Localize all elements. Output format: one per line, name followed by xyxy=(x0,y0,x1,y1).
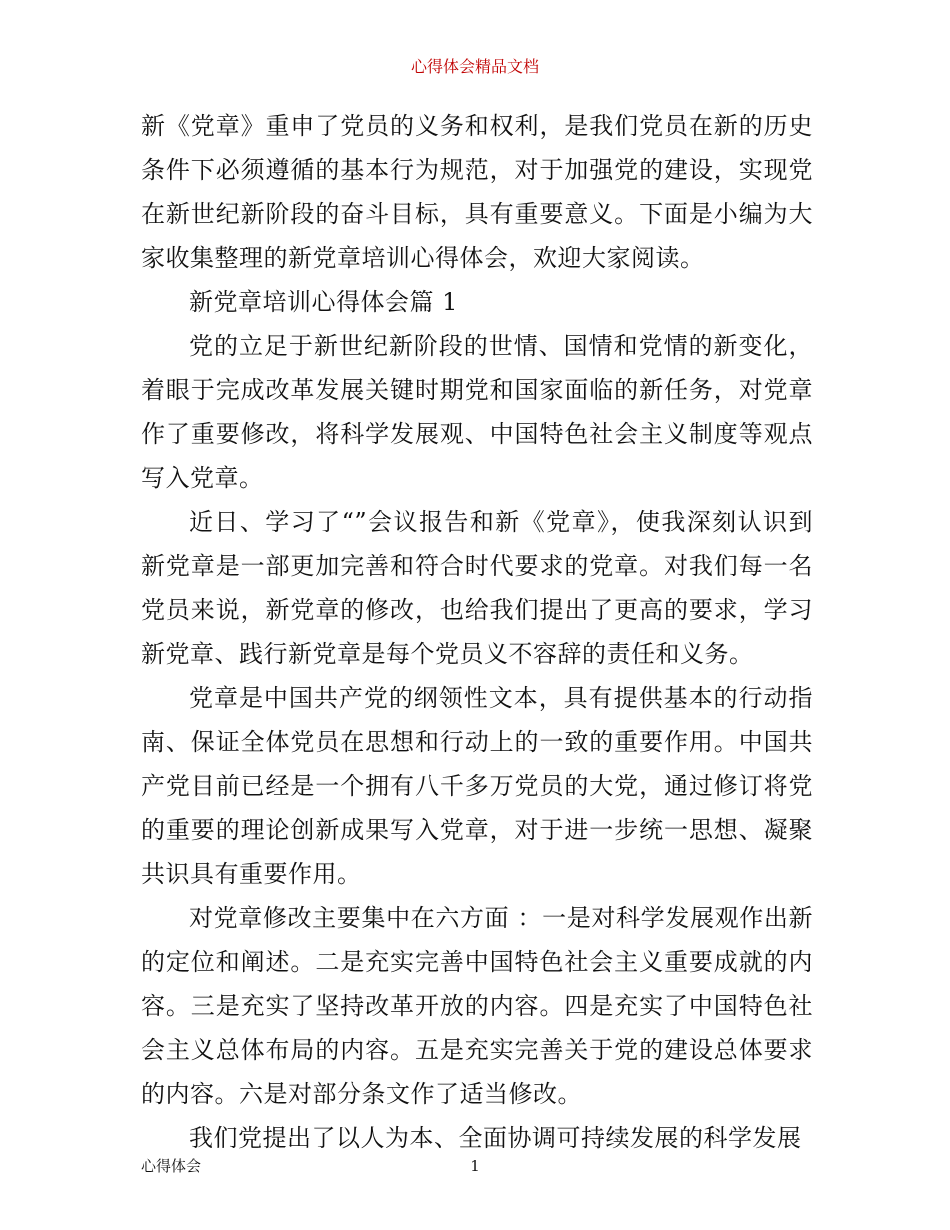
page-header-title: 心得体会精品文档 xyxy=(410,57,539,76)
body-paragraph: 近日、学习了“”会议报告和新《党章》，使我深刻认识到新党章是一部更加完善和符合时代要求的党章。对我们每一名党员来说，新党章的修改，也给我们提出了更高的要求，学习新党章、践行新党章是每个党员义不容辞的责任和义务。 xyxy=(141,508,813,668)
body-paragraph: 党的立足于新世纪新阶段的世情、国情和党情的新变化，着眼于完成改革发展关键时期党和国家面临的新任务，对党章作了重要修改，将科学发展观、中国特色社会主义制度等观点写入党章。 xyxy=(141,332,813,492)
body-paragraph: 对党章修改主要集中在六方面 ：一是对科学发展观作出新的定位和阐述。二是充实完善中国特色社会主义重要成就的内容。三是充实了坚持改革开放的内容。四是充实了中国特色社会主义总体布局的内容。五是充实完善关于党的建设总体要求的内容。六是对部分条文作了适当修改。 xyxy=(141,904,813,1108)
section-heading: 新党章培训心得体会篇 1 xyxy=(189,288,458,316)
body-paragraph: 党章是中国共产党的纲领性文本，具有提供基本的行动指南、保证全体党员在思想和行动上的一致的重要作用。中国共产党目前已经是一个拥有八千多万党员的大党，通过修订将党的重要的理论创新成果写入党章，对于进一步统一思想、凝聚共识具有重要作用。 xyxy=(141,684,813,888)
page-number: 1 xyxy=(470,1157,480,1175)
body-paragraph: 我们党提出了以人为本、全面协调可持续发展的科学发展 xyxy=(189,1124,802,1152)
footer-label: 心得体会 xyxy=(141,1157,202,1175)
intro-paragraph: 新《党章》重申了党员的义务和权利，是我们党员在新的历史条件下必须遵循的基本行为规范，对于加强党的建设，实现党在新世纪新阶段的奋斗目标，具有重要意义。下面是小编为大家收集整理的新党章培训心得体会，欢迎大家阅读。 xyxy=(141,112,813,272)
document-body xyxy=(141,104,813,1160)
